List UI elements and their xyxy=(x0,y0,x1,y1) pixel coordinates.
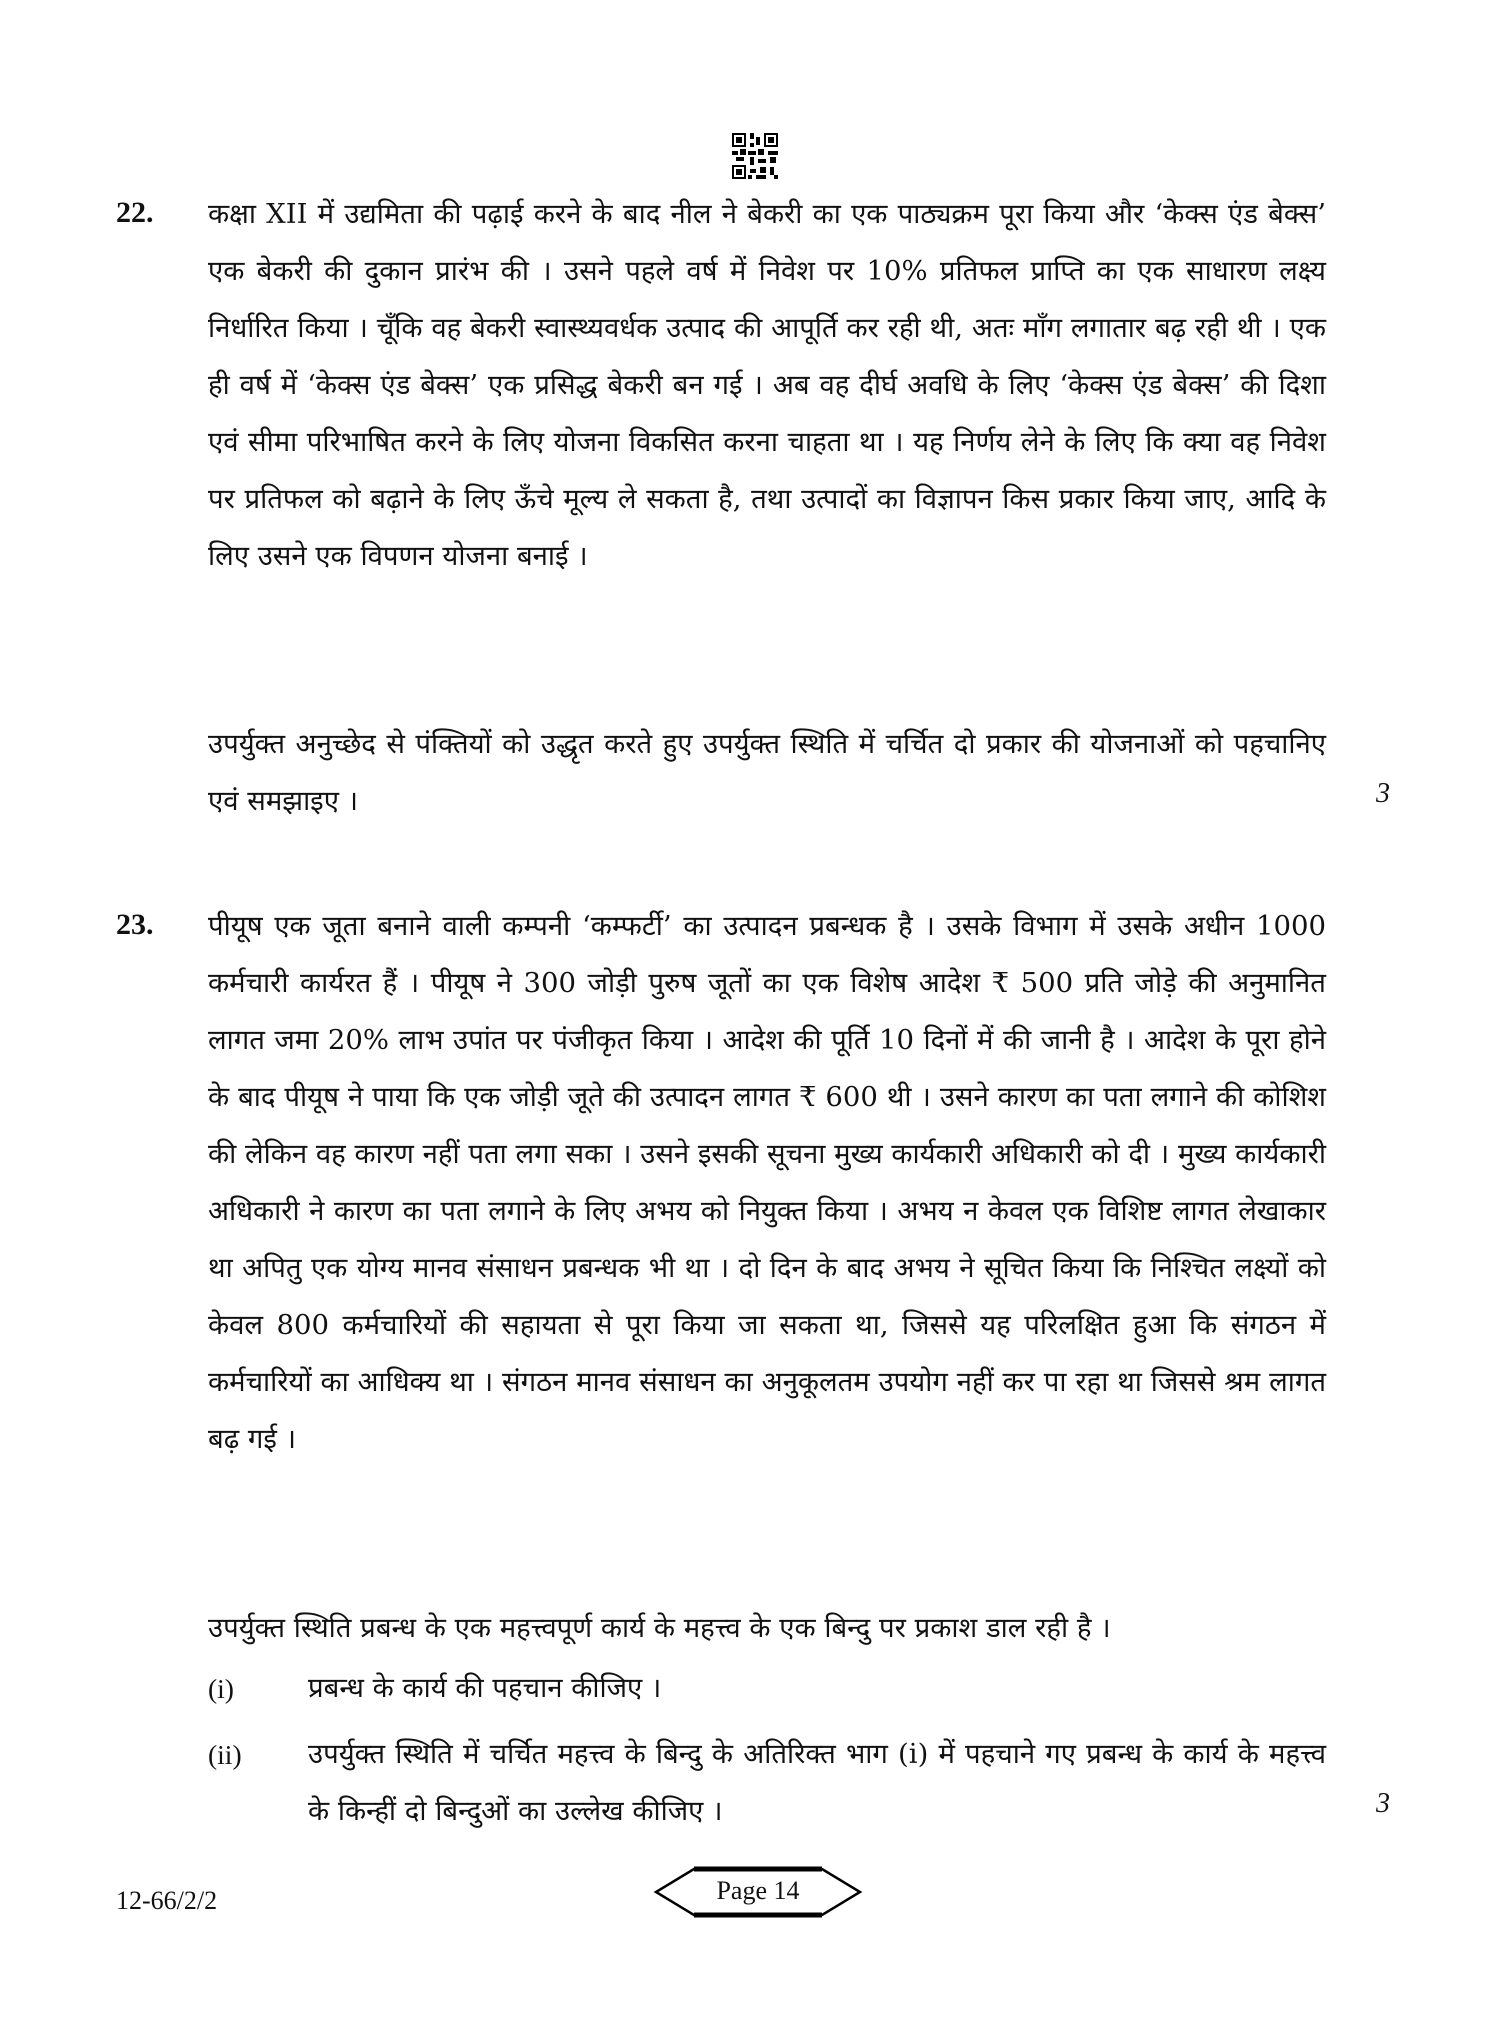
qr-code-icon xyxy=(732,133,778,179)
question-number: 22. xyxy=(116,196,154,229)
sub-question-label: (ii) xyxy=(208,1739,242,1770)
sub-question-text: प्रबन्ध के कार्य की पहचान कीजिए । xyxy=(308,1672,662,1704)
question-paragraph: कक्षा XII में उद्यमिता की पढ़ाई करने के बाद नील ने बेकरी का एक पाठ्यक्रम पूरा किया और ‘केक्स एंड बेक्स’ एक बेकरी की दुकान प्रारंभ की । उसने पहले वर्ष में निवेश पर 10% प्रतिफल प्राप्ति का एक साधारण लक्ष्य निर्धारित किया । चूँकि वह बेकरी स्वास्थ्यवर्धक उत्पाद की आपूर्ति कर रही थी, अतः माँग लगातार बढ़ रही थी । एक ही वर्ष में ‘केक्स एंड बेक्स’ एक प्रसिद्ध बेकरी बन गई । अब वह दीर्घ अवधि के लिए ‘केक्स एंड बेक्स’ की दिशा एवं सीमा परिभाषित करने के लिए योजना विकसित करना चाहता था । यह निर्णय लेने के लिए कि क्या वह निवेश पर प्रतिफल को बढ़ाने के लिए ऊँचे मूल्य ले सकता है, तथा उत्पादों का विज्ञापन किस प्रकार किया जाए, आदि के लिए उसने एक विपणन योजना बनाई । xyxy=(208,198,1326,572)
marks-label: 3 xyxy=(1376,778,1390,809)
question-intro: उपर्युक्त स्थिति प्रबन्ध के एक महत्त्वपूर्ण कार्य के महत्त्व के एक बिन्दु पर प्रकाश डाल रही है । xyxy=(208,1612,1111,1644)
sub-question-label: (i) xyxy=(208,1673,234,1704)
question-number: 23. xyxy=(116,908,154,941)
question-prompt: उपर्युक्त अनुच्छेद से पंक्तियों को उद्धृत करते हुए उपर्युक्त स्थिति में चर्चित दो प्रकार की योजनाओं को पहचानिए एवं समझाइए । xyxy=(208,728,1326,817)
paper-code: 12-66/2/2 xyxy=(116,1886,218,1915)
sub-question-label xyxy=(208,1726,308,1784)
question-paragraph: पीयूष एक जूता बनाने वाली कम्पनी ‘कम्फर्टी’ का उत्पादन प्रबन्धक है । उसके विभाग में उसके अधीन 1000 कर्मचारी कार्यरत हैं । पीयूष ने 300 जोड़ी पुरुष जूतों का एक विशेष आदेश ₹ 500 प्रति जोड़े की अनुमानित लागत जमा 20% लाभ उपांत पर पंजीकृत किया । आदेश की पूर्ति 10 दिनों में की जानी है । आदेश के पूरा होने के बाद पीयूष ने पाया कि एक जोड़ी जूते की उत्पादन लागत ₹ 600 थी । उसने कारण का पता लगाने की कोशिश की लेकिन वह कारण नहीं पता लगा सका । उसने इसकी सूचना मुख्य कार्यकारी अधिकारी को दी । मुख्य कार्यकारी अधिकारी ने कारण का पता लगाने के लिए अभय को नियुक्त किया । अभय न केवल एक विशिष्ट लागत लेखाकार था अपितु एक योग्य मानव संसाधन प्रबन्धक भी था । दो दिन के बाद अभय ने सूचित किया कि निश्चित लक्ष्यों को केवल 800 कर्मचारियों की सहायता से पूरा किया जा सकता था, जिससे यह परिलक्षित हुआ कि संगठन में कर्मचारियों का आधिक्य था । संगठन मानव संसाधन का अनुकूलतम उपयोग नहीं कर पा रहा था जिससे श्रम लागत बढ़ गई । xyxy=(208,910,1326,1455)
page-number-badge xyxy=(650,1866,866,1918)
marks-label: 3 xyxy=(1376,1788,1390,1819)
sub-question-label xyxy=(208,1660,308,1718)
page-number: Page 14 xyxy=(716,1876,800,1905)
sub-question-text: उपर्युक्त स्थिति में चर्चित महत्त्व के बिन्दु के अतिरिक्त भाग (i) में पहचाने गए प्रबन्ध के कार्य के महत्त्व के किन्हीं दो बिन्दुओं का उल्लेख कीजिए । xyxy=(308,1738,1326,1827)
